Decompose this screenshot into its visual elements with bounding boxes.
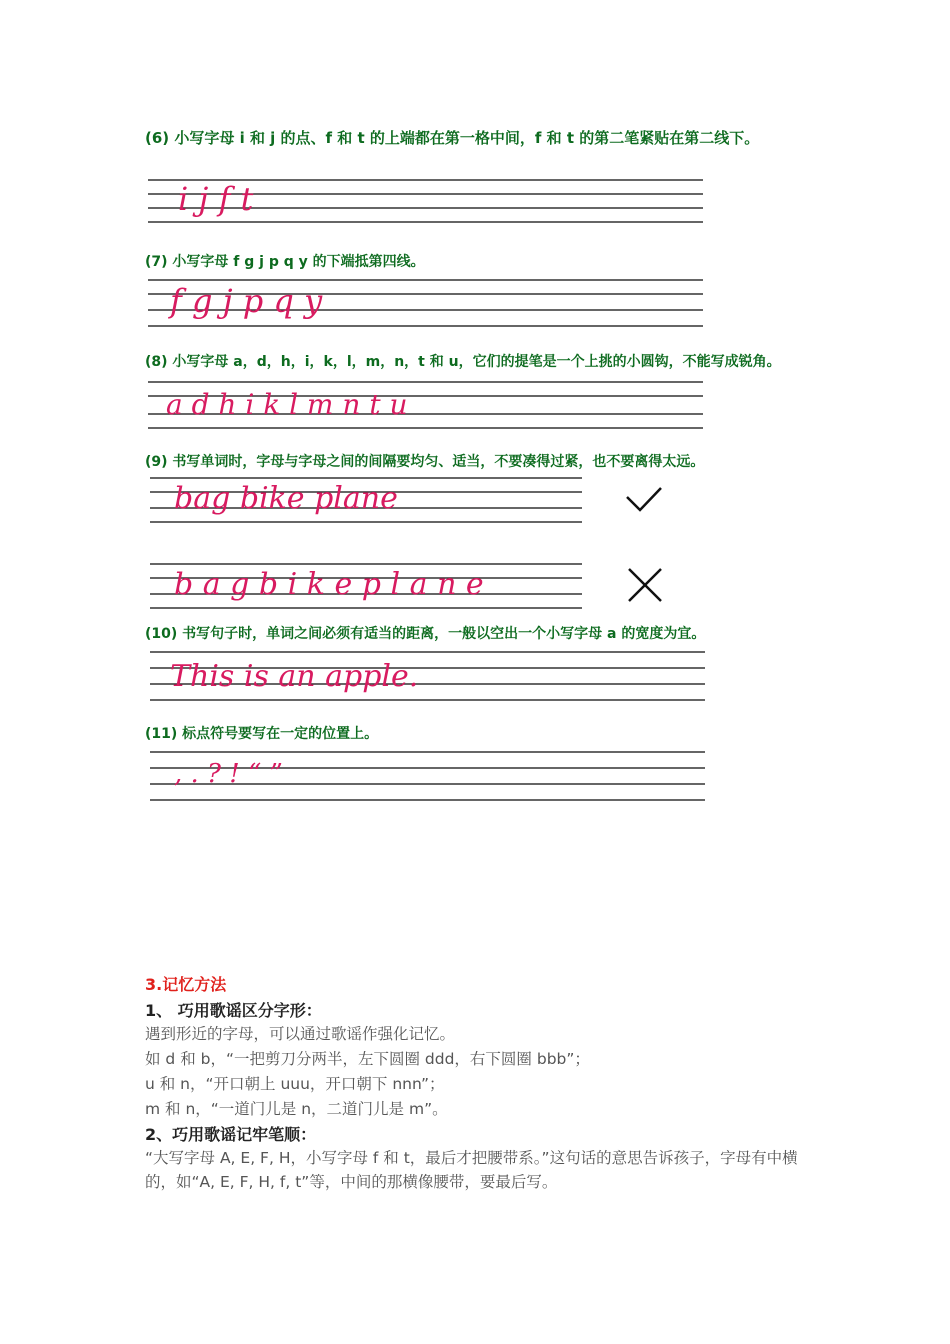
rule-6-text: (6) 小写字母 i 和 j 的点、f 和 t 的上端都在第一格中间，f 和 t 的第二笔紧贴在第二线下。	[145, 129, 760, 147]
body-line: u 和 n，“开口朝上 uuu，开口朝下 nnn”；	[145, 1075, 445, 1093]
rule-8-text: (8) 小写字母 a，d，h，i，k，l，m，n，t 和 u，它们的提笔是一个上挑的小圆钩，不能写成锐角。	[145, 354, 781, 370]
handwriting-example-6	[148, 176, 708, 226]
rule-9-text: (9) 书写单词时，字母与字母之间的间隔要均匀、适当，不要凑得过紧，也不要离得太远。	[145, 454, 705, 470]
body-paragraph: “大写字母 A, E, F, H，小写字母 f 和 t，最后才把腰带系。”这句话的意思告诉孩子，字母有中横的，如“A, E, F, H, f, t”等，中间的那横像腰带，要最后写。	[145, 1149, 798, 1191]
subsection-1-title: 1、 巧用歌谣区分字形：	[145, 1001, 322, 1020]
handwriting-example-8	[148, 378, 708, 434]
handwriting-letters-7: f g j p q y	[170, 282, 323, 320]
body-line: 遇到形近的字母，可以通过歌谣作强化记忆。	[145, 1025, 456, 1043]
handwriting-example-7	[148, 276, 708, 332]
rule-10-text: (10) 书写句子时，单词之间必须有适当的距离，一般以空出一个小写字母 a 的宽度为宜。	[145, 626, 706, 642]
body-line: m 和 n，“一道门儿是 n，二道门儿是 m”。	[145, 1100, 448, 1118]
subsection-2-title: 2、巧用歌谣记牢笔顺：	[145, 1125, 317, 1144]
rule-11-text: (11) 标点符号要写在一定的位置上。	[145, 726, 379, 742]
handwriting-words-good: bag bike plane	[174, 481, 398, 516]
handwriting-sentence: This is an apple.	[170, 659, 419, 694]
section-title: 3.记忆方法	[145, 975, 227, 994]
handwriting-example-9-good	[150, 474, 590, 528]
handwriting-letters-8: a d h i k l m n t u	[166, 388, 408, 421]
cross-mark-icon	[626, 566, 664, 608]
handwriting-example-9-bad	[150, 560, 590, 614]
check-mark-icon	[624, 483, 664, 521]
handwriting-words-bad: b a g b i k e p l a n e	[174, 567, 484, 602]
handwriting-letters-6: i j f t	[178, 180, 254, 218]
handwriting-punctuation: , . ? ! “ ”	[174, 759, 283, 789]
handwriting-example-10	[150, 648, 710, 704]
body-line: 如 d 和 b，“一把剪刀分两半，左下圆圈 ddd，右下圆圈 bbb”；	[145, 1050, 590, 1068]
rule-7-text: (7) 小写字母 f g j p q y 的下端抵第四线。	[145, 254, 425, 270]
handwriting-example-11	[150, 748, 710, 804]
